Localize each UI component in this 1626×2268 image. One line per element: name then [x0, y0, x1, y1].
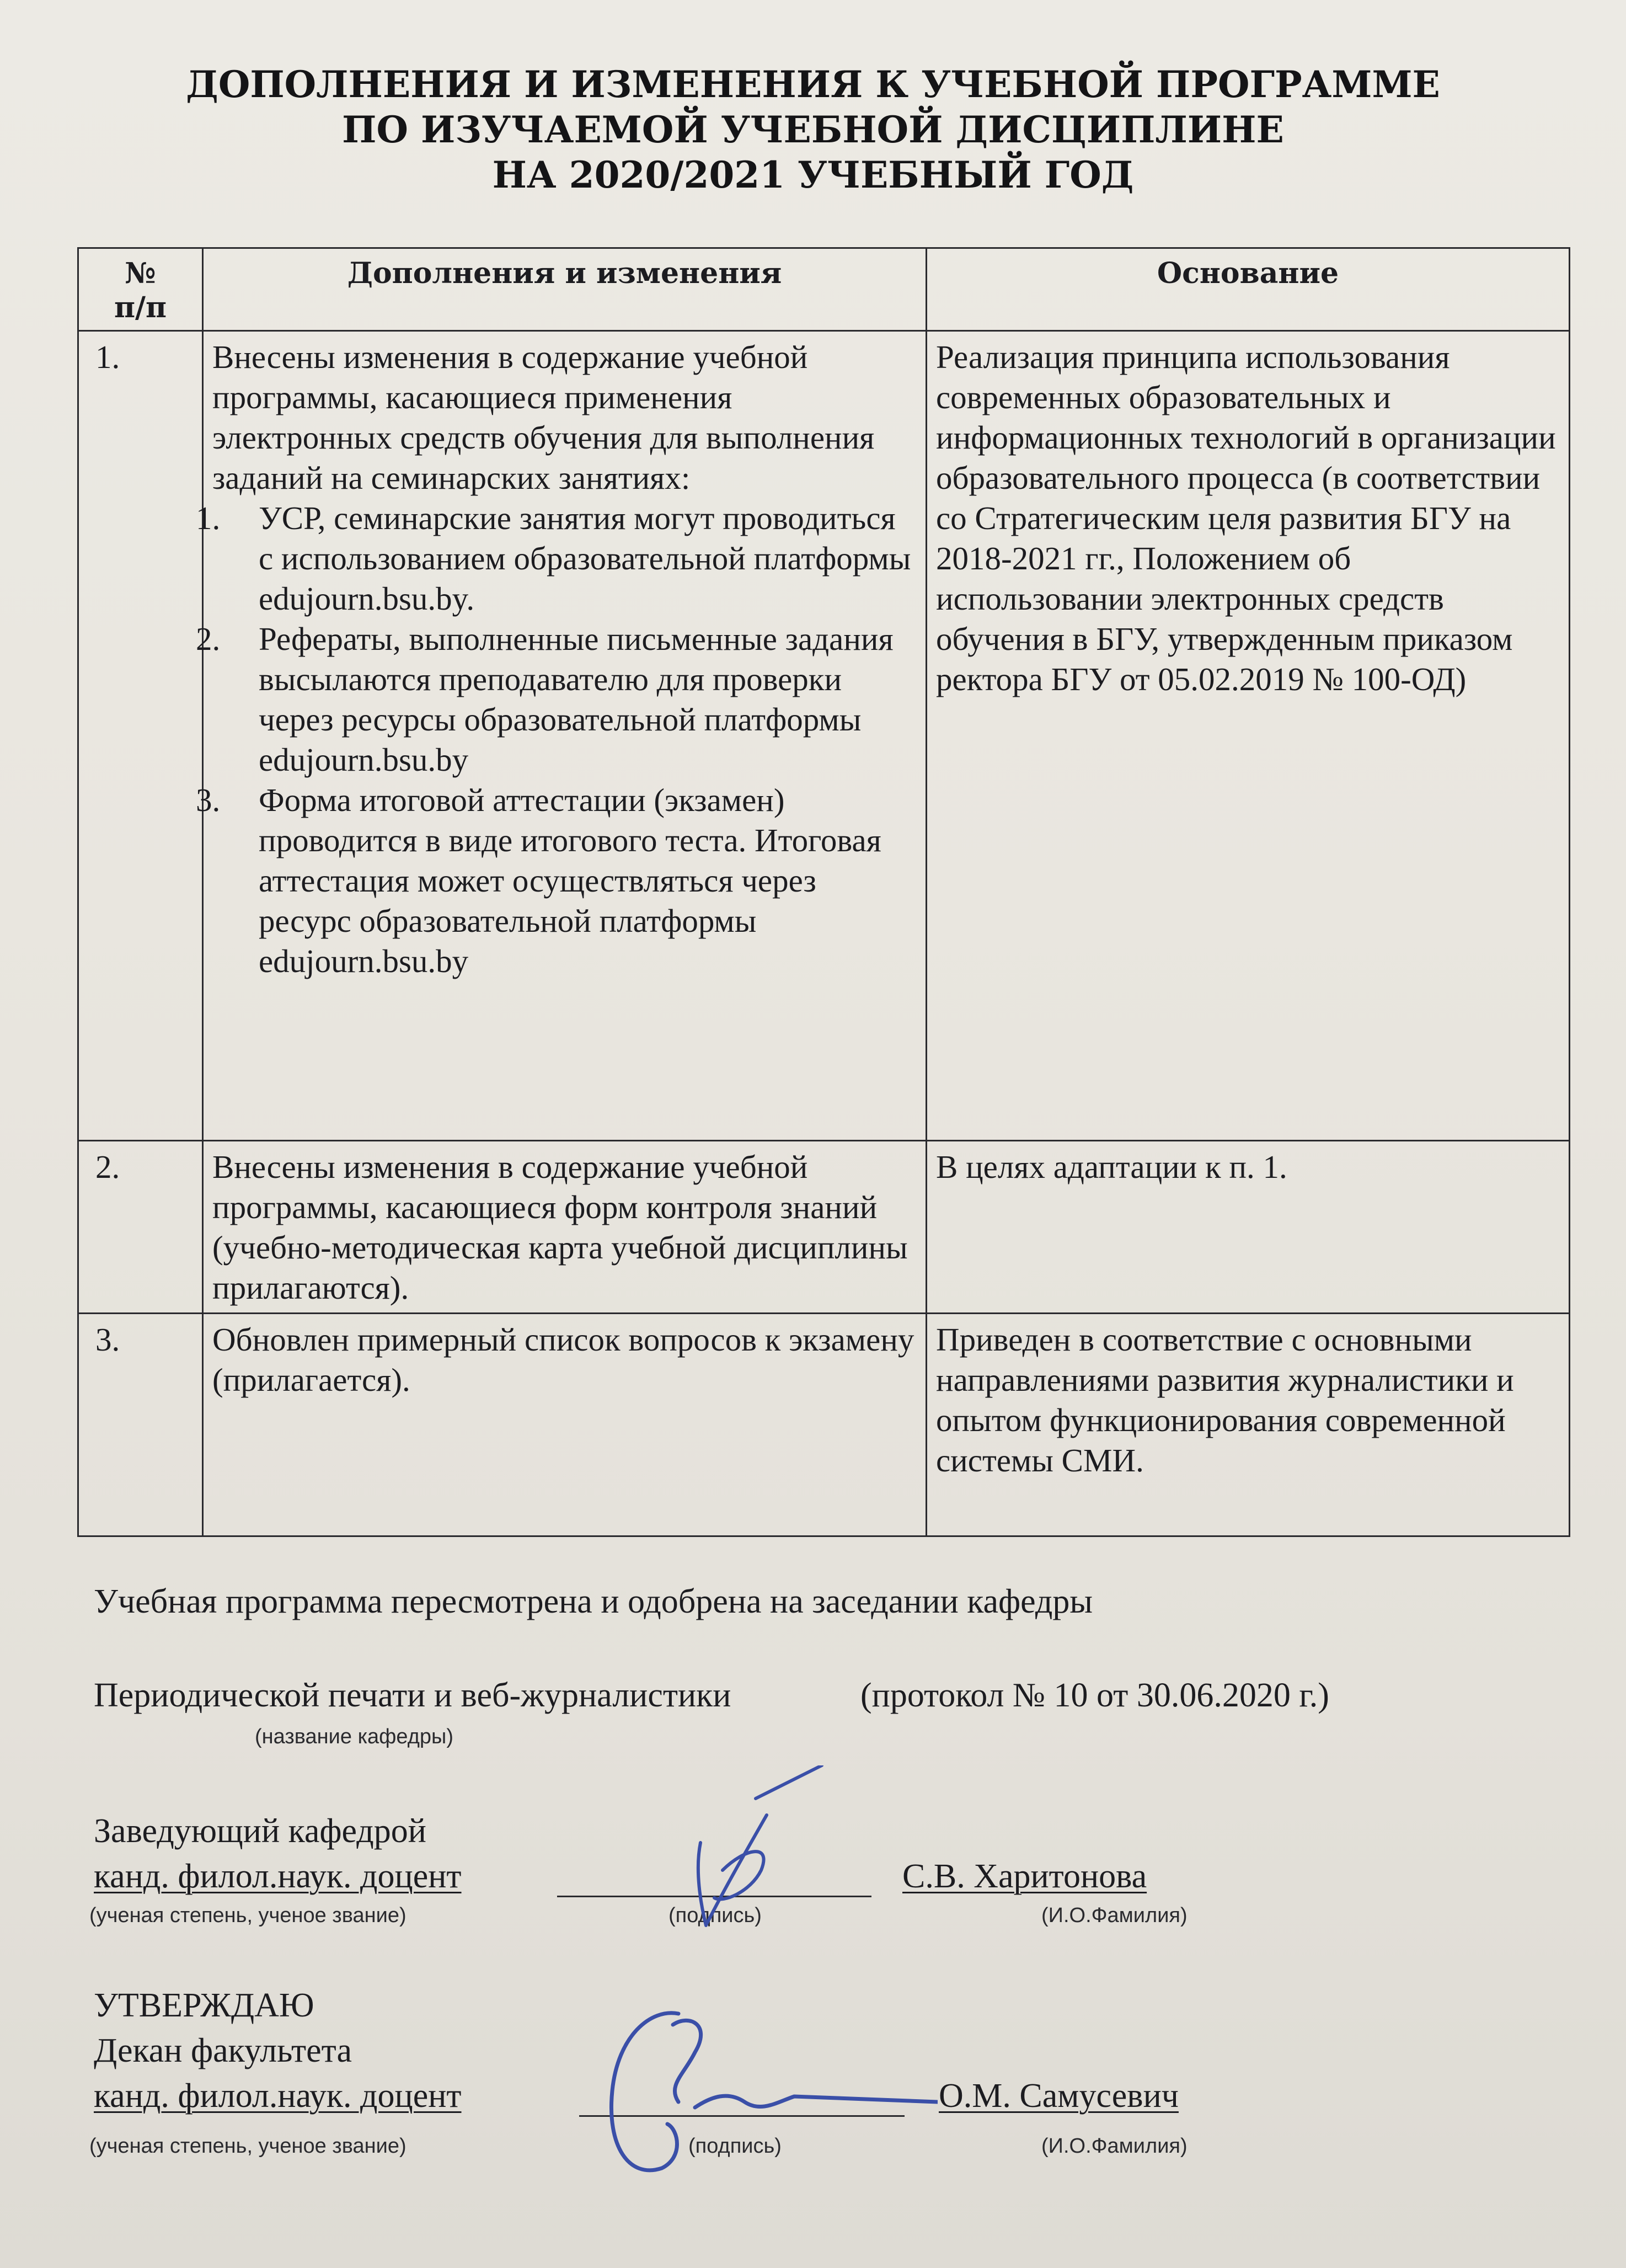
row-basis: Реализация принципа использования современных образовательных и информационных технологий в организации образовательного процесса (в соответствии со Стратегическим целя развития БГУ на 2018-2021 гг., Положением об использовании электронных средств обучения в БГУ, утвержденным приказом ректора БГУ от 05.02.2019 № 100-ОД) — [927, 331, 1570, 1141]
head-name: С.В. Харитонова — [902, 1858, 1147, 1895]
approve-label: УТВЕРЖДАЮ — [94, 1987, 314, 2024]
table-row — [78, 331, 1570, 1141]
row-changes: Внесены изменения в содержание учебной программы, касающиеся форм контроля знаний (учебно-методическая карта учебной дисциплины прилагаются). — [203, 1141, 927, 1314]
department-caption: (название кафедры) — [255, 1725, 453, 1748]
list-item-number: 2. — [196, 621, 221, 657]
header-basis: Основание — [927, 248, 1570, 331]
head-degree: канд. филол.наук. доцент — [94, 1858, 462, 1895]
title-line-3: НА 2020/2021 УЧЕБНЫЙ ГОД — [492, 153, 1134, 196]
document-title — [0, 62, 1626, 198]
head-signature-caption: (подпись) — [668, 1904, 762, 1927]
list-item — [196, 498, 917, 619]
dean-signature-caption: (подпись) — [688, 2134, 782, 2158]
change-items-list — [196, 498, 917, 981]
dean-role: Декан факультета — [94, 2032, 352, 2069]
head-name-caption: (И.О.Фамилия) — [1041, 1904, 1188, 1927]
list-item-number: 3. — [196, 782, 221, 818]
row-changes: Обновлен примерный список вопросов к экзамену (прилагается). — [203, 1314, 927, 1536]
title-line-2: ПО ИЗУЧАЕМОЙ УЧЕБНОЙ ДИСЦИПЛИНЕ — [342, 108, 1284, 151]
list-item-text: УСР, семинарские занятия могут проводиться с использованием образовательной платформы edujourn.bsu.by. — [259, 500, 911, 617]
dean-degree-caption: (ученая степень, ученое звание) — [89, 2134, 406, 2158]
approval-statement: Учебная программа пересмотрена и одобрена на заседании кафедры — [94, 1583, 1093, 1620]
list-item-number: 1. — [196, 500, 221, 536]
row-basis: В целях адаптации к п. 1. — [927, 1141, 1570, 1314]
change-description: Внесены изменения в содержание учебной программы, касающиеся применения электронных средств обучения для выполнения заданий на семинарских занятиях: — [212, 339, 875, 496]
dean-name: О.М. Самусевич — [939, 2077, 1179, 2115]
list-item-text: Форма итоговой аттестации (экзамен) проводится в виде итогового теста. Итоговая аттестация может осуществляться через ресурс образовательной платформы edujourn.bsu.by — [259, 782, 881, 979]
row-number: 1. — [78, 331, 203, 1141]
head-degree-caption: (ученая степень, ученое звание) — [89, 1904, 406, 1927]
header-number-abbr: п/п — [114, 291, 167, 324]
header-changes: Дополнения и изменения — [203, 248, 927, 331]
head-role: Заведующий кафедрой — [94, 1812, 426, 1850]
head-signature — [662, 1765, 827, 1931]
dean-degree: канд. филол.наук. доцент — [94, 2077, 462, 2115]
department-name: Периодической печати и веб-журналистики — [94, 1677, 731, 1714]
row-basis: Приведен в соответствие с основными направлениями развития журналистики и опытом функционирования современной системы СМИ. — [927, 1314, 1570, 1536]
header-number-symbol: № — [125, 257, 156, 290]
list-item-text: Рефераты, выполненные письменные задания высылаются преподавателю для проверки через ресурсы образовательной платформы edujourn.bsu.by — [259, 621, 894, 778]
dean-signature — [585, 1992, 938, 2190]
list-item — [196, 780, 917, 981]
table-row — [78, 1314, 1570, 1536]
dean-name-caption: (И.О.Фамилия) — [1041, 2134, 1188, 2158]
table-row — [78, 1141, 1570, 1314]
protocol-reference: (протокол № 10 от 30.06.2020 г.) — [860, 1677, 1329, 1714]
row-changes — [196, 331, 927, 1141]
list-item — [196, 619, 917, 780]
header-number — [78, 248, 203, 331]
changes-table — [77, 247, 1570, 1537]
title-line-1: ДОПОЛНЕНИЯ И ИЗМЕНЕНИЯ К УЧЕБНОЙ ПРОГРАММЕ — [186, 63, 1440, 106]
row-number: 2. — [78, 1141, 203, 1314]
table-header-row — [78, 248, 1570, 331]
row-number: 3. — [78, 1314, 203, 1536]
